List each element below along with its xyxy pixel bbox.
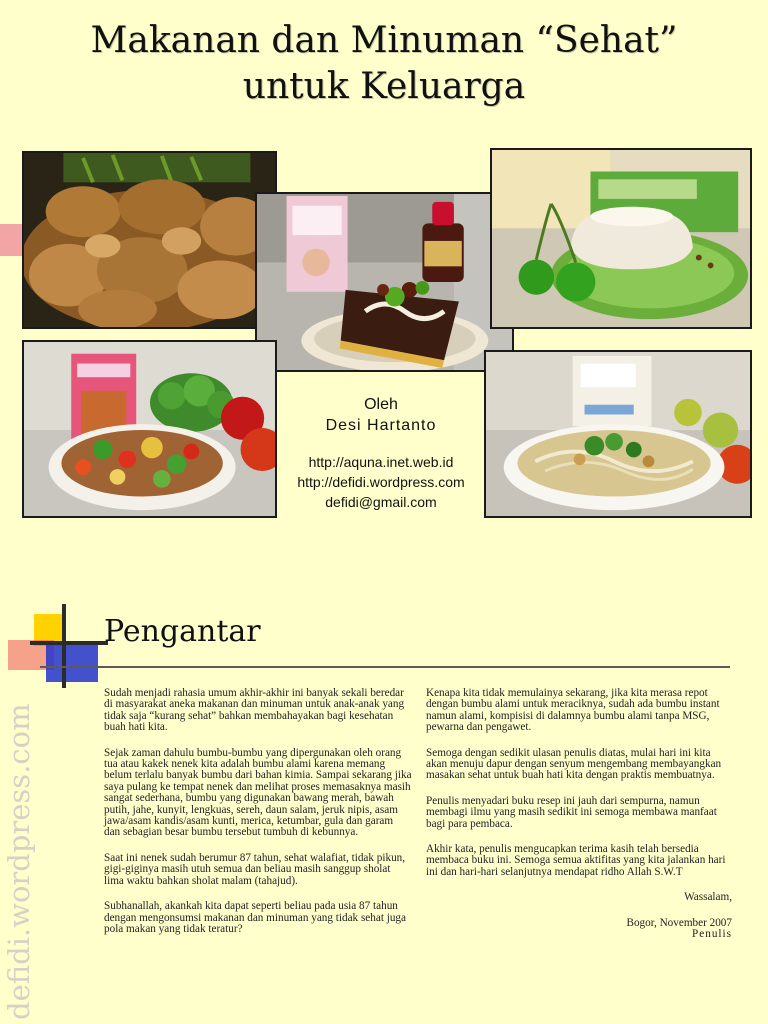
- photo-pudding-cherries: [490, 148, 752, 329]
- photo-soup-bowl: [484, 350, 752, 518]
- author-info: [276, 394, 486, 512]
- title-line-2: untuk Keluarga: [242, 66, 526, 107]
- photo-fried-chicken: [22, 151, 277, 329]
- signature: Penulis: [692, 928, 732, 941]
- website-link[interactable]: http://aquna.inet.web.id: [308, 454, 454, 470]
- blog-link[interactable]: http://defidi.wordpress.com: [297, 474, 465, 490]
- paragraph: Sudah menjadi rahasia umum akhir-akhir ini banyak sekali beredar di masyarakat aneka makanan dan minuman untuk anak-anak yang tidak saja “kurang sehat” bahkan membahayakan bagi kesehatan buah hati kita.: [104, 687, 405, 734]
- closing-greeting: Wassalam,: [684, 891, 732, 904]
- paragraph: Semoga dengan sedikit ulasan penulis diatas, mulai hari ini kita akan menuju dapur dengan senyum mengembang membayangkan masakan sehat untuk buah hati kita dengan praktis membuatnya.: [426, 746, 722, 782]
- section-title: Pengantar: [104, 614, 261, 649]
- paragraph: Sejak zaman dahulu bumbu-bumbu yang dipergunakan oleh orang tua atau kakek nenek kita adalah bumbu alami karena memang belum terlalu banyak bumbu dari bahan kimia. Sampai sekarang jika saya pulang ke tempat nenek dan melihat proses memasaknya masih sangat sederhana, bumbu yang digunakan bawang merah, bawah putih, jahe, kunyit, lengkuas, sereh, daun salam, jeruk nipis, asam jawa/asam kandis/asam kunti, merica, ketumbar, gula dan garam dan sebagian besar bumbu tersebut tumbuh di kebunnya.: [104, 746, 412, 839]
- place-date: Bogor, November 2007: [626, 916, 732, 929]
- left-column: [104, 688, 412, 949]
- section-divider: [40, 666, 730, 668]
- decorative-block: [0, 224, 22, 256]
- by-label: Oleh: [364, 396, 398, 413]
- paragraph: Penulis menyadari buku resep ini jauh dari sempurna, namun membagi ilmu yang masih sedikit ini semoga membawa manfaat bagi para pembaca.: [426, 794, 717, 830]
- watermark: defidi.wordpress.com: [2, 703, 36, 1020]
- author-name: Desi Hartanto: [325, 417, 437, 434]
- document-title: [0, 18, 768, 110]
- title-line-1: Makanan dan Minuman “Sehat”: [90, 20, 678, 61]
- paragraph: Saat ini nenek sudah berumur 87 tahun, sehat walafiat, tidak pikun, gigi-giginya masih utuh semua dan beliau masih sanggup sholat lima waktu bahkan sholat malam (tahajud).: [104, 851, 406, 887]
- paragraph: Subhanallah, akankah kita dapat seperti beliau pada usia 87 tahun dengan mengonsumsi makanan dan minuman yang tidak sehat juga pola makan yang tidak teratur?: [104, 900, 406, 935]
- photo-vegetable-stir-fry: [22, 340, 277, 518]
- decorative-squares: [8, 604, 108, 690]
- paragraph: Akhir kata, penulis mengucapkan terima kasih telah bersedia membaca buku ini. Semoga semua aktifitas yang kita jalankan hari ini dan hari-hari selanjutnya mendapat ridho Allah S.W.T: [426, 843, 726, 878]
- email-link[interactable]: defidi@gmail.com: [325, 494, 437, 510]
- photo-cake-with-products: [255, 192, 514, 372]
- right-column: [426, 688, 732, 941]
- contact-links: [276, 452, 486, 512]
- paragraph: Kenapa kita tidak memulainya sekarang, jika kita merasa repot dengan bumbu alami untuk meraciknya, sudah ada bumbu instant namun alami, kompisisi di dalamnya bumbu alami tanpa MSG, pewarna dan pengawet.: [426, 687, 720, 734]
